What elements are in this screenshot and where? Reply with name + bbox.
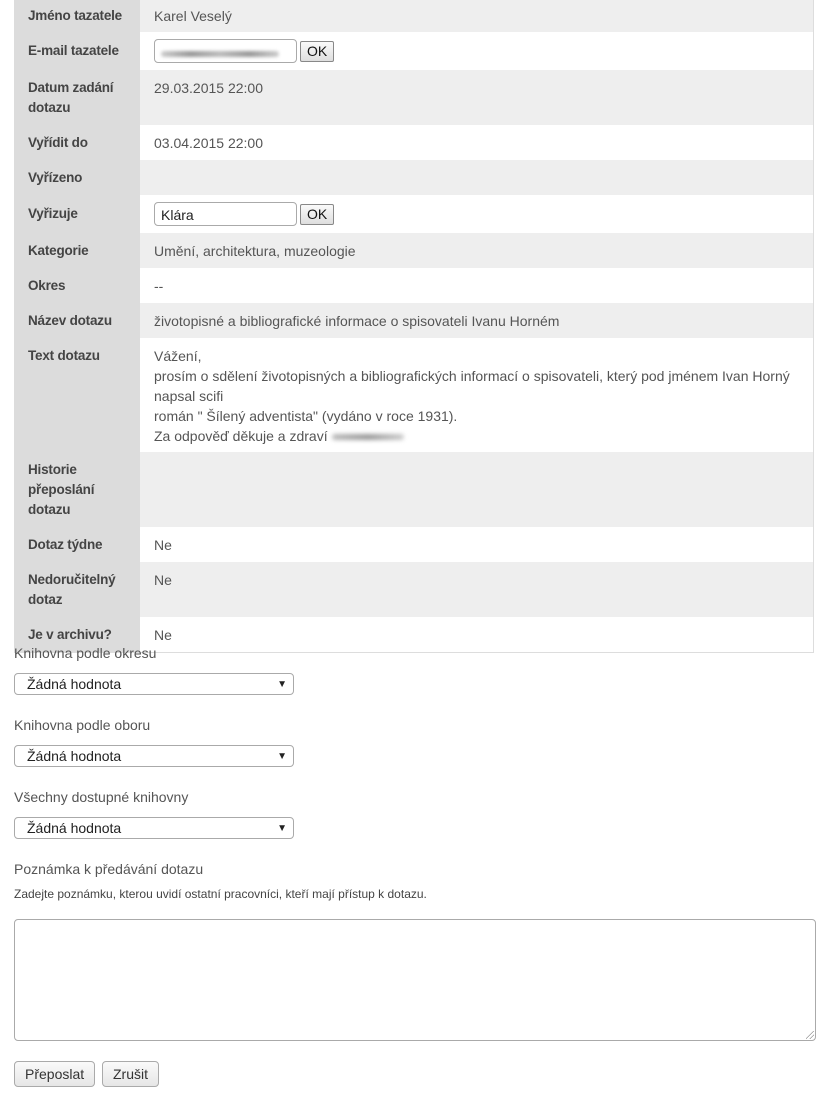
value-handler: [140, 195, 814, 233]
text-line-greeting: Vážení,: [154, 348, 202, 364]
all-libraries-label: Všechny dostupné knihovny: [14, 789, 189, 805]
row-handler: [14, 195, 814, 233]
label-handler: Vyřizuje: [14, 195, 140, 233]
forward-button[interactable]: Přeposlat: [14, 1061, 95, 1087]
row-request-text: [14, 338, 814, 452]
row-question-of-week: [14, 527, 814, 562]
label-forward-history: Historie přeposlání dotazu: [14, 452, 140, 527]
all-libraries-selected: Žádná hodnota: [27, 820, 122, 836]
row-due-date: [14, 125, 814, 160]
value-request-date: 29.03.2015 22:00: [140, 70, 814, 125]
label-requester-name: Jméno tazatele: [14, 0, 140, 32]
field-library-selected: Žádná hodnota: [27, 748, 122, 764]
text-line-book: román " Šílený adventista" (vydáno v roce 1931).: [154, 408, 458, 424]
district-library-label: Knihovna podle okresu: [14, 645, 157, 661]
value-archived: Ne: [140, 617, 814, 652]
row-undeliverable: [14, 562, 814, 617]
all-libraries-select[interactable]: [14, 817, 294, 839]
value-requester-email: [140, 32, 814, 70]
row-requester-email: [14, 32, 814, 70]
forward-note-hint: Zadejte poznámku, kterou uvidí ostatní pracovníci, kteří mají přístup k dotazu.: [14, 887, 427, 901]
row-request-date: [14, 70, 814, 125]
row-forward-history: [14, 452, 814, 527]
value-request-text: [140, 338, 814, 452]
email-ok-button[interactable]: OK: [300, 41, 334, 62]
chevron-down-icon: ▼: [277, 679, 287, 690]
label-requester-email: E-mail tazatele: [14, 32, 140, 70]
row-category: [14, 233, 814, 268]
row-requester-name: [14, 0, 814, 32]
row-request-title: [14, 303, 814, 338]
label-resolved: Vyřízeno: [14, 160, 140, 195]
label-undeliverable: Nedoručitelný dotaz: [14, 562, 140, 617]
value-resolved: [140, 160, 814, 195]
label-archived: Je v archivu?: [14, 617, 140, 652]
text-line-body: prosím o sdělení životopisných a bibliografických informací o spisovateli, který pod jménem Ivan Horný napsal scifi: [154, 368, 790, 404]
label-question-of-week: Dotaz týdne: [14, 527, 140, 562]
label-category: Kategorie: [14, 233, 140, 268]
label-district: Okres: [14, 268, 140, 303]
redacted-signature: [332, 434, 404, 440]
closing-text: Za odpověď děkuje a zdraví: [154, 428, 328, 444]
resize-grip-icon[interactable]: [806, 1031, 814, 1039]
label-due-date: Vyřídit do: [14, 125, 140, 160]
handler-input[interactable]: Klára: [154, 202, 297, 226]
label-request-date: Datum zadání dotazu: [14, 70, 140, 125]
forward-note-textarea[interactable]: [14, 919, 816, 1041]
chevron-down-icon: ▼: [277, 751, 287, 762]
label-request-title: Název dotazu: [14, 303, 140, 338]
request-detail-table: [14, 0, 814, 653]
value-request-title: životopisné a bibliografické informace o spisovateli Ivanu Horném: [140, 303, 814, 338]
value-question-of-week: Ne: [140, 527, 814, 562]
cancel-button[interactable]: Zrušit: [102, 1061, 159, 1087]
district-library-selected: Žádná hodnota: [27, 676, 122, 692]
value-district: --: [140, 268, 814, 303]
text-line-closing: [154, 426, 799, 446]
value-requester-name: Karel Veselý: [140, 0, 814, 32]
value-undeliverable: Ne: [140, 562, 814, 617]
row-resolved: [14, 160, 814, 195]
email-field[interactable]: [154, 39, 297, 63]
value-forward-history: [140, 452, 814, 527]
field-library-select[interactable]: [14, 745, 294, 767]
value-due-date: 03.04.2015 22:00: [140, 125, 814, 160]
chevron-down-icon: ▼: [277, 823, 287, 834]
label-request-text: Text dotazu: [14, 338, 140, 452]
value-category: Umění, architektura, muzeologie: [140, 233, 814, 268]
row-district: [14, 268, 814, 303]
redacted-email: [161, 51, 279, 57]
handler-ok-button[interactable]: OK: [300, 204, 334, 225]
forward-note-label: Poznámka k předávání dotazu: [14, 861, 204, 877]
district-library-select[interactable]: [14, 673, 294, 695]
field-library-label: Knihovna podle oboru: [14, 717, 151, 733]
